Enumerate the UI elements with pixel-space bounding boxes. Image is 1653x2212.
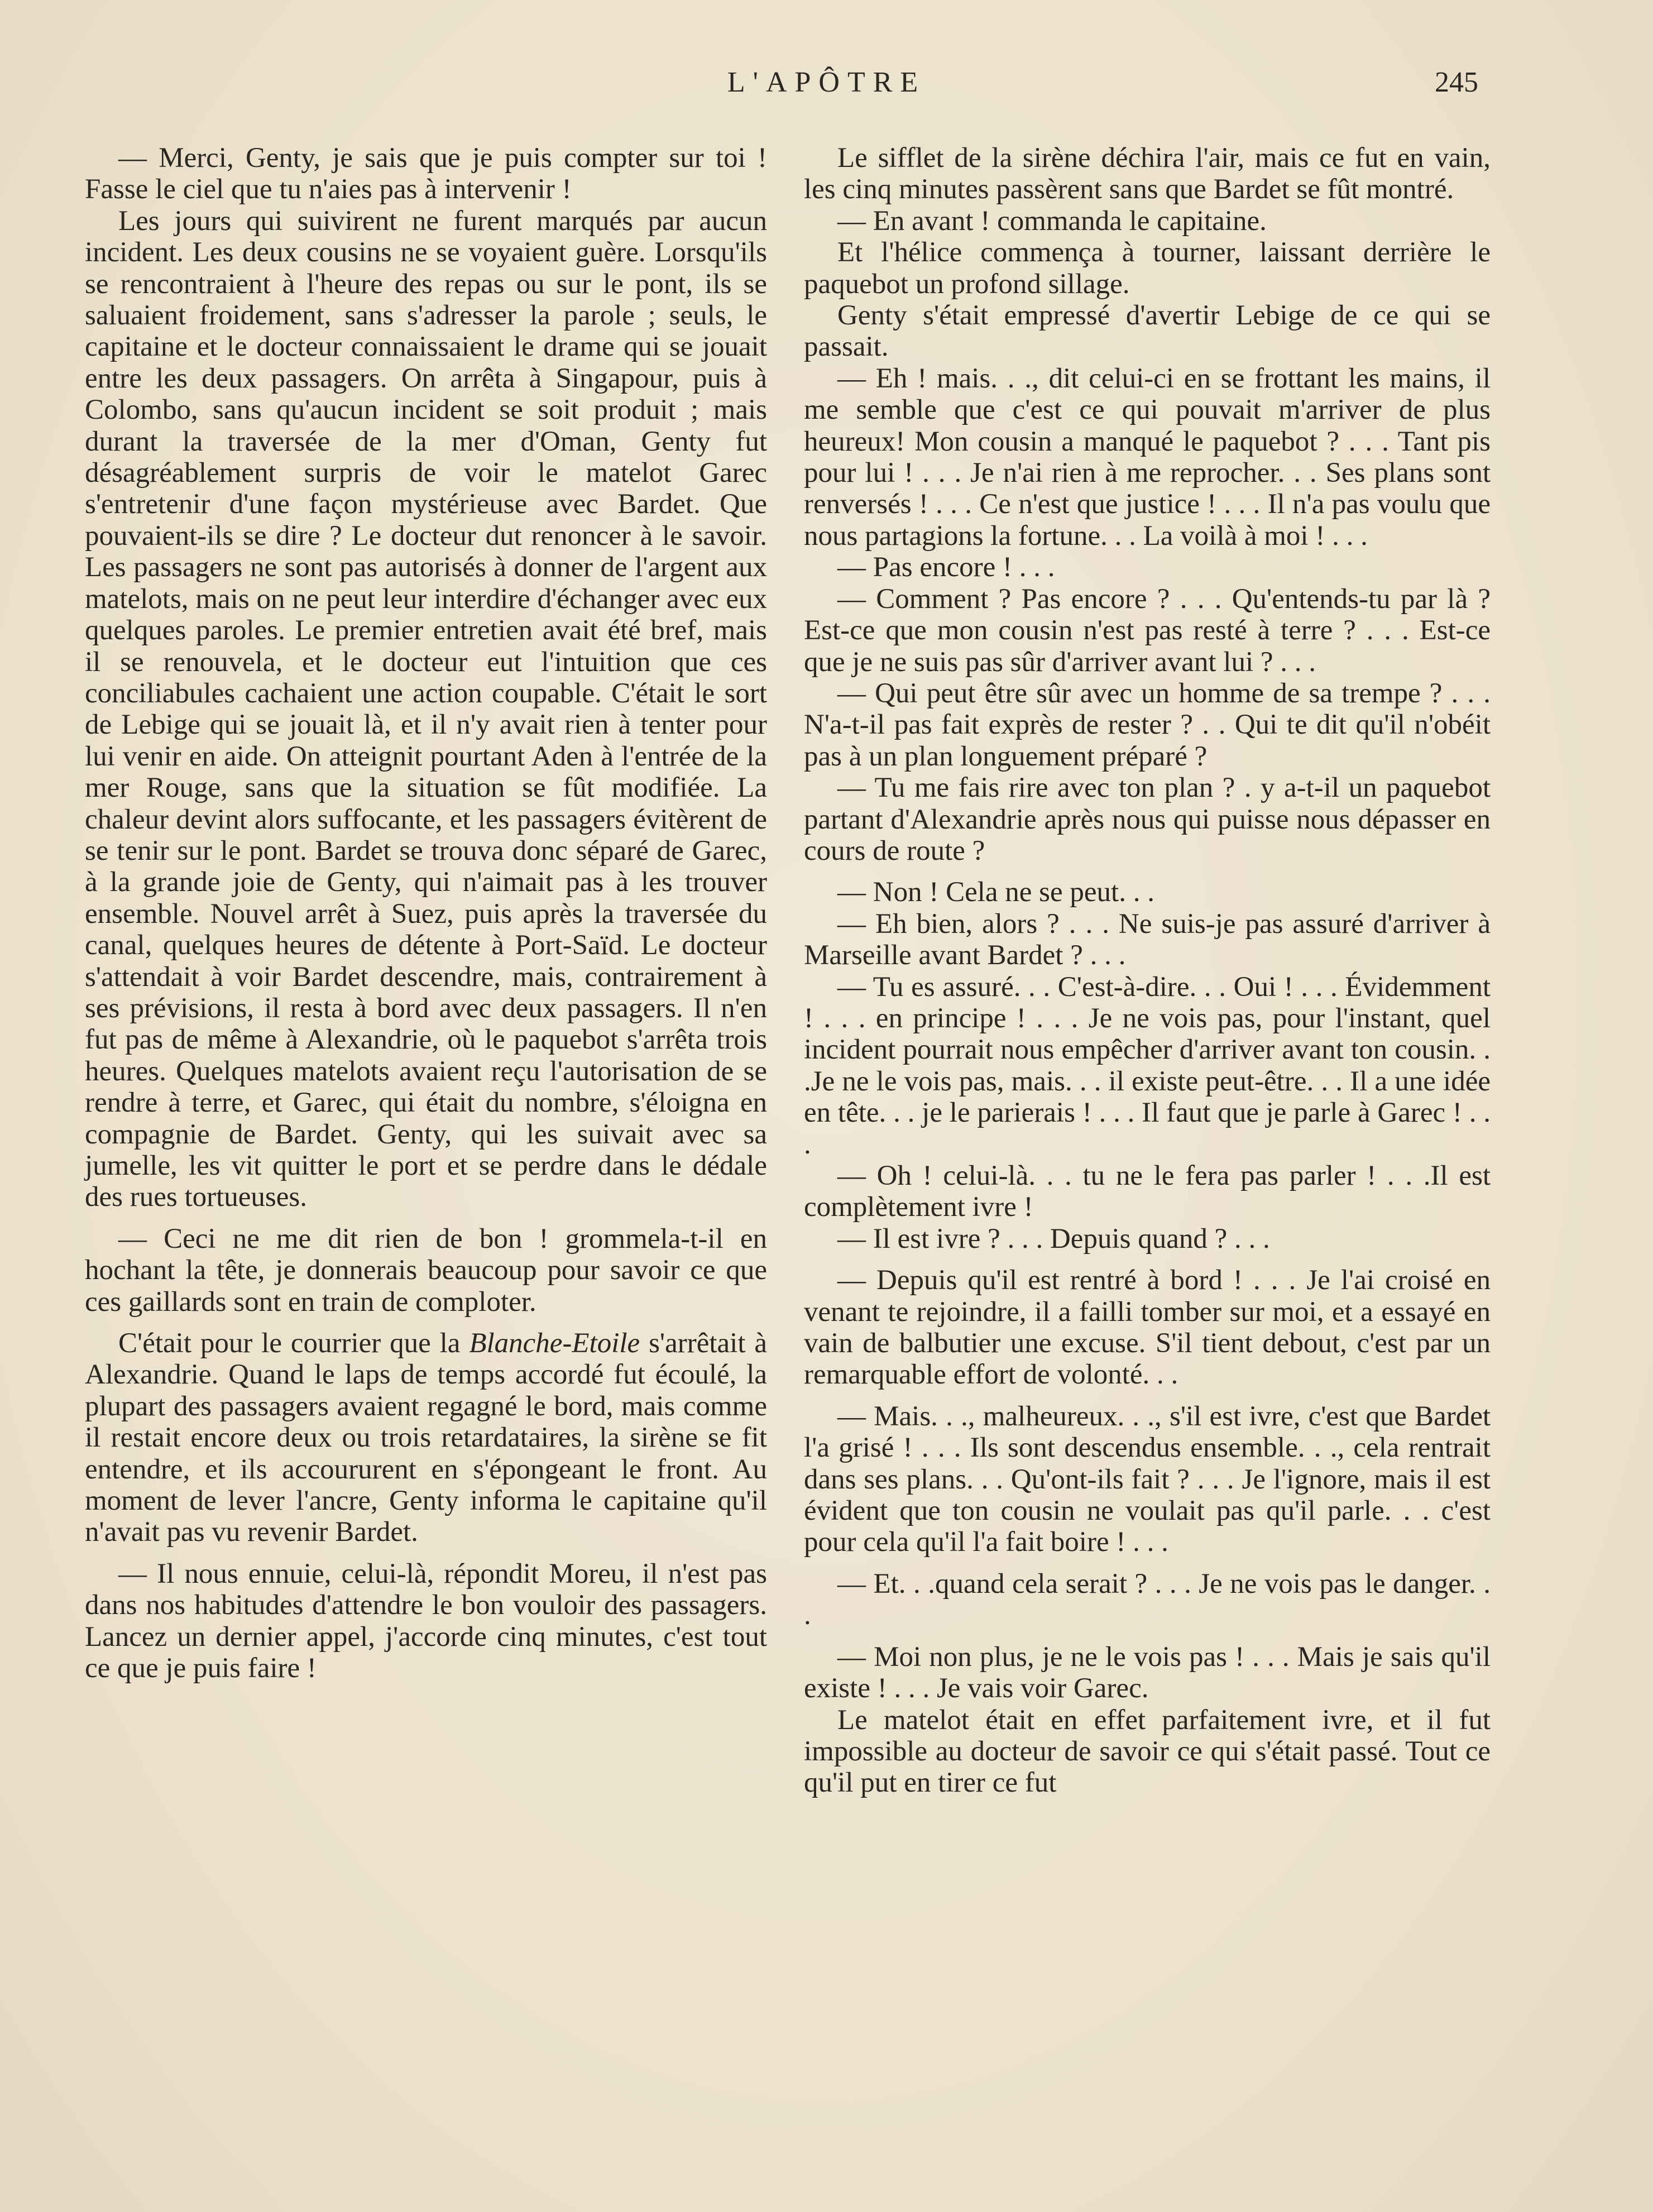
paragraph: Genty s'était empressé d'avertir Lebige de ce qui se passait. (804, 300, 1491, 363)
paragraph: — En avant ! commanda le capitaine. (837, 205, 1267, 237)
paragraph: Le sifflet de la sirène déchira l'air, mais ce fut en vain, les cinq minutes passèrent sans que Bardet se fût montré. (804, 142, 1491, 205)
paragraph: — Tu es assuré. . . C'est-à-dire. . . Oui ! . . . Évidemment ! . . . en principe ! . . . Je ne vois pas, pour l'instant, quel incident pourrait nous empêcher d'arriver avant ton cousin. . .Je ne le vois pas, mais. . . il existe peut-être. . . Il a une idée en tête. . . je le parierais ! . . . Il faut que je parle à Garec ! . . . (804, 971, 1491, 1160)
paragraph-text: s'arrêtait à Alexandrie. Quand le laps de temps accordé fut écoulé, la plupart des passagers avaient regagné le bord, mais comme il restait encore deux ou trois retardataires, la sirène se fit entendre, et ils accoururent en s'épongeant le front. Au moment de lever l'ancre, Genty informa le capitaine qu'il n'avait pas vu revenir Bardet. (85, 1328, 767, 1548)
paragraph: — Comment ? Pas encore ? . . . Qu'entends-tu par là ? Est-ce que mon cousin n'est pas resté à terre ? . . . Est-ce que je ne suis pas sûr d'arriver avant lui ? . . . (804, 583, 1491, 678)
right-column (804, 142, 1491, 1799)
paragraph: — Qui peut être sûr avec un homme de sa trempe ? . . . N'a-t-il pas fait exprès de rester ? . . Qui te dit qu'il n'obéit pas à un plan longuement préparé ? (804, 677, 1491, 772)
paragraph: — Eh bien, alors ? . . . Ne suis-je pas assuré d'arriver à Marseille avant Bardet ? . . . (804, 908, 1491, 971)
paragraph: — Depuis qu'il est rentré à bord ! . . . Je l'ai croisé en venant te rejoindre, il a failli tomber sur moi, et a essayé en vain de balbutier une excuse. S'il tient debout, c'est par un remarquable effort de volonté. . . (804, 1265, 1491, 1391)
left-column (85, 142, 767, 1684)
paragraph: Les jours qui suivirent ne furent marqués par aucun incident. Les deux cousins ne se voyaient guère. Lorsqu'ils se rencontraient à l'heure des repas ou sur le pont, ils se saluaient froidement, sans s'adresser la parole ; seuls, le capitaine et le docteur connaissaient le drame qui se jouait entre les deux passagers. On arrêta à Singapour, puis à Colombo, sans qu'aucun incident se soit produit ; mais durant la traversée de la mer d'Oman, Genty fut désagréablement surpris de voir le matelot Garec s'entretenir d'une façon mystérieuse avec Bardet. Que pouvaient-ils se dire ? Le docteur dut renoncer à le savoir. Les passagers ne sont pas autorisés à donner de l'argent aux matelots, mais on ne peut leur interdire d'échanger avec eux quelques paroles. Le premier entretien avait été bref, mais il se renouvela, et le docteur eut l'intuition que ces conciliabules cachaient une action coupable. C'était le sort de Lebige qui se jouait là, et il n'y avait rien à tenter pour lui venir en aide. On atteignit pourtant Aden à l'entrée de la mer Rouge, sans que la situation se fût modifiée. La chaleur devint alors suffocante, et les passagers évitèrent de se tenir sur le pont. Bardet se trouva donc séparé de Garec, à la grande joie de Genty, qui n'aimait pas à les trouver ensemble. Nouvel arrêt à Suez, puis après la traversée du canal, quelques heures de détente à Port-Saïd. Le docteur s'attendait à voir Bardet descendre, mais, contrairement à ses prévisions, il resta à bord avec deux passagers. Il n'en fut pas de même à Alexandrie, où le paquebot s'arrêta trois heures. Quelques matelots avaient reçu l'autorisation de se rendre à terre, et Garec, qui était du nombre, s'éloigna en compagnie de Bardet. Genty, qui les suivait avec sa jumelle, les vit quitter le port et se perdre dans le dédale des rues tortueuses. (85, 205, 767, 1213)
paragraph: — Il nous ennuie, celui-là, répondit Moreu, il n'est pas dans nos habitudes d'attendre le bon vouloir des passagers. Lancez un dernier appel, j'accorde cinq minutes, c'est tout ce que je puis faire ! (85, 1558, 767, 1684)
running-title: L'APÔTRE (727, 66, 926, 98)
paragraph: — Oh ! celui-là. . . tu ne le fera pas parler ! . . .Il est complètement ivre ! (804, 1160, 1491, 1223)
paragraph: — Moi non plus, je ne le vois pas ! . . . Mais je sais qu'il existe ! . . . Je vais voir Garec. (804, 1641, 1491, 1705)
page-number: 245 (1435, 66, 1478, 98)
paragraph: — Non ! Cela ne se peut. . . (837, 877, 1154, 908)
paragraph (85, 1328, 767, 1548)
paragraph: — Et. . .quand cela serait ? . . . Je ne vois pas le danger. . . (804, 1568, 1491, 1631)
ship-name: Blanche-Etoile (469, 1328, 640, 1359)
paragraph-text: C'était pour le courrier que la (118, 1328, 469, 1359)
paragraph: — Pas encore ! . . . (837, 552, 1055, 583)
paragraph: — Mais. . ., malheureux. . ., s'il est ivre, c'est que Bardet l'a grisé ! . . . Ils sont descendus ensemble. . ., cela rentrait dans ses plans. . . Qu'ont-ils fait ? . . . Je l'ignore, mais il est évident que ton cousin ne voulait pas qu'il parle. . . c'est pour cela qu'il l'a fait boire ! . . . (804, 1400, 1491, 1558)
paragraph: — Eh ! mais. . ., dit celui-ci en se frottant les mains, il me semble que c'est ce qui pouvait m'arriver de plus heureux! Mon cousin a manqué le paquebot ? . . . Tant pis pour lui ! . . . Je n'ai rien à me reprocher. . . Ses plans sont renversés ! . . . Ce n'est que justice ! . . . Il n'a pas voulu que nous partagions la fortune. . . La voilà à moi ! . . . (804, 362, 1491, 552)
paragraph: Et l'hélice commença à tourner, laissant derrière le paquebot un profond sillage. (804, 237, 1491, 300)
paragraph: — Merci, Genty, je sais que je puis compter sur toi ! Fasse le ciel que tu n'aies pas à intervenir ! (85, 142, 767, 205)
paragraph: Le matelot était en effet parfaitement ivre, et il fut impossible au docteur de savoir ce qui s'était passé. Tout ce qu'il put en tirer ce fut (804, 1704, 1491, 1799)
paragraph: — Tu me fais rire avec ton plan ? . y a-t-il un paquebot partant d'Alexandrie après nous qui puisse nous dépasser en cours de route ? (804, 772, 1491, 866)
paragraph: — Ceci ne me dit rien de bon ! grommela-t-il en hochant la tête, je donnerais beaucoup pour savoir ce que ces gaillards sont en train de comploter. (85, 1223, 767, 1318)
paragraph: — Il est ivre ? . . . Depuis quand ? . . . (837, 1223, 1270, 1255)
